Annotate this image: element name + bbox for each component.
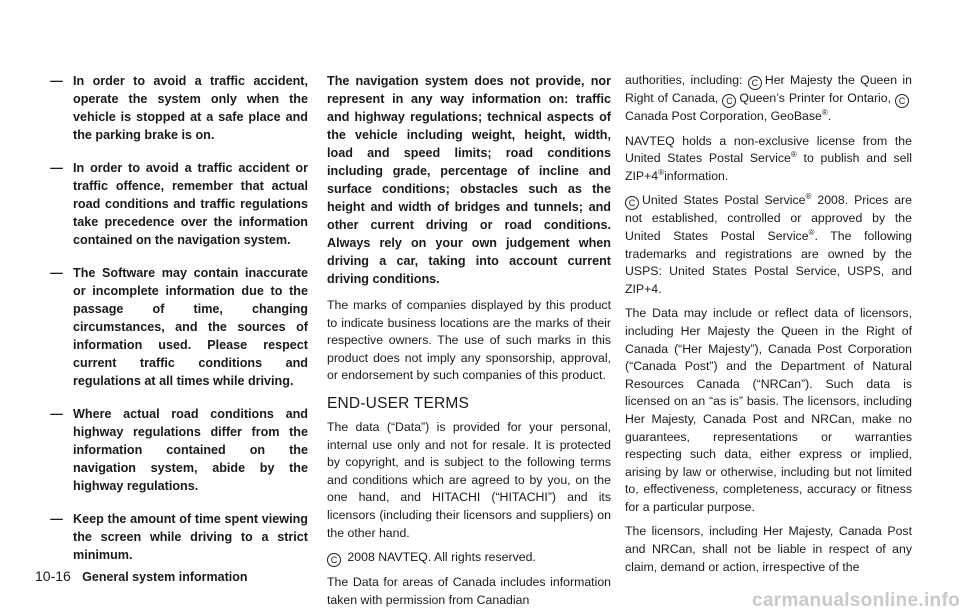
- page-footer: [35, 568, 247, 584]
- liability-paragraph: The licensors, including Her Majesty, Canada Post and NRCan, shall not be liable in respect of any claim, demand or action, irrespective of the: [625, 524, 912, 574]
- dash-icon: —: [50, 161, 63, 175]
- marks-paragraph: The marks of companies displayed by this product to indicate business locations are the marks of their respective owners. The use of such marks in this product does not imply any sponsorship, approval, or endorsement by such companies of this product.: [327, 298, 611, 383]
- page-number: 10-16: [35, 568, 71, 584]
- dash-icon: —: [50, 74, 63, 88]
- license-paragraph: NAVTEQ holds a non-exclusive license from the United States Postal Service® to publish and sell ZIP+4®information.: [625, 133, 912, 183]
- middle-column: [327, 72, 611, 616]
- copyright-icon: C: [748, 76, 762, 90]
- registered-icon: ®: [808, 227, 815, 237]
- footer-section-title: General system information: [82, 570, 248, 584]
- registered-icon: ®: [805, 192, 812, 202]
- registered-icon: ®: [821, 107, 828, 117]
- terms-paragraph: The data (“Data”) is provided for your personal, internal use only and not for resale. It is protected by copyright, and is subject to the following terms and conditions which are agreed to by you, on the one hand, and HITACHI (“HITACHI”) and its licensors (including their licensors and suppliers) on the other hand.: [327, 419, 611, 540]
- copyright-icon: C: [895, 94, 909, 108]
- warning-item: — Where actual road conditions and highway regulations differ from the information contained on the navigation system, abide by the highway regulations.: [40, 405, 308, 495]
- usps-paragraph: C United States Postal Service® 2008. Prices are not established, controlled or approved by the United States Postal Service®. The following trademarks and registrations are owned by the USPS: United States Postal Service, USPS, and ZIP+4.: [625, 192, 912, 296]
- warning-item: — In order to avoid a traffic accident, operate the system only when the vehicle is stopped at a safe place and the parking brake is on.: [40, 72, 308, 144]
- navteq-copyright: C 2008 NAVTEQ. All rights reserved.: [327, 549, 611, 567]
- copyright-icon: C: [722, 94, 736, 108]
- registered-icon: ®: [658, 167, 665, 177]
- copyright-icon: C: [327, 553, 341, 567]
- data-licensors-paragraph: The Data may include or reflect data of licensors, including Her Majesty the Queen in the Right of Canada (“Her Majesty”), Canada Post Corporation (“Canada Post”) and the Department of Natural Resources Canada (“NRCan”). Such data is licensed on an “as is” basis. The licensors, including Her Majesty, Canada Post and NRCan, make no guarantees, representations or warranties respecting such data, either express or implied, arising by law or otherwise, including but not limited to, effectiveness, completeness, accuracy or fitness for a particular purpose.: [625, 306, 912, 514]
- left-column: [40, 72, 308, 579]
- right-column: [625, 72, 912, 583]
- warning-item: — Keep the amount of time spent viewing the screen while driving to a strict minimum.: [40, 510, 308, 564]
- authorities-paragraph: authorities, including: C Her Majesty the Queen in Right of Canada, C Queen’s Printer for Ontario, CCanada Post Corporation, GeoBase®.: [625, 73, 913, 123]
- dash-icon: —: [50, 407, 63, 421]
- section-heading: END-USER TERMS: [327, 394, 470, 412]
- warning-item: — The Software may contain inaccurate or incomplete information due to the passage of time, changing circumstances, and the sources of information used. Please respect current traffic conditions and regulations at all times while driving.: [40, 264, 308, 390]
- dash-icon: —: [50, 512, 63, 526]
- dash-icon: —: [50, 266, 63, 280]
- registered-icon: ®: [790, 150, 797, 160]
- canada-paragraph: The Data for areas of Canada includes information taken with permission from Canadian: [327, 575, 611, 607]
- watermark: carmanualsonline.info: [752, 590, 960, 611]
- warning-item: — In order to avoid a traffic accident or traffic offence, remember that actual road conditions and traffic regulations take precedence over the information contained on the navigation system.: [40, 159, 308, 249]
- disclaimer-paragraph: The navigation system does not provide, nor represent in any way information on: traffic and highway regulations; technical aspects of the vehicle including weight, height, width, load and speed limits; road conditions including grade, percentage of incline and surface conditions; obstacles such as the height and width of bridges and tunnels; and other current driving or road conditions. Always rely on your own judgement when driving a car, taking into account current driving conditions.: [327, 74, 611, 286]
- copyright-icon: C: [625, 196, 639, 210]
